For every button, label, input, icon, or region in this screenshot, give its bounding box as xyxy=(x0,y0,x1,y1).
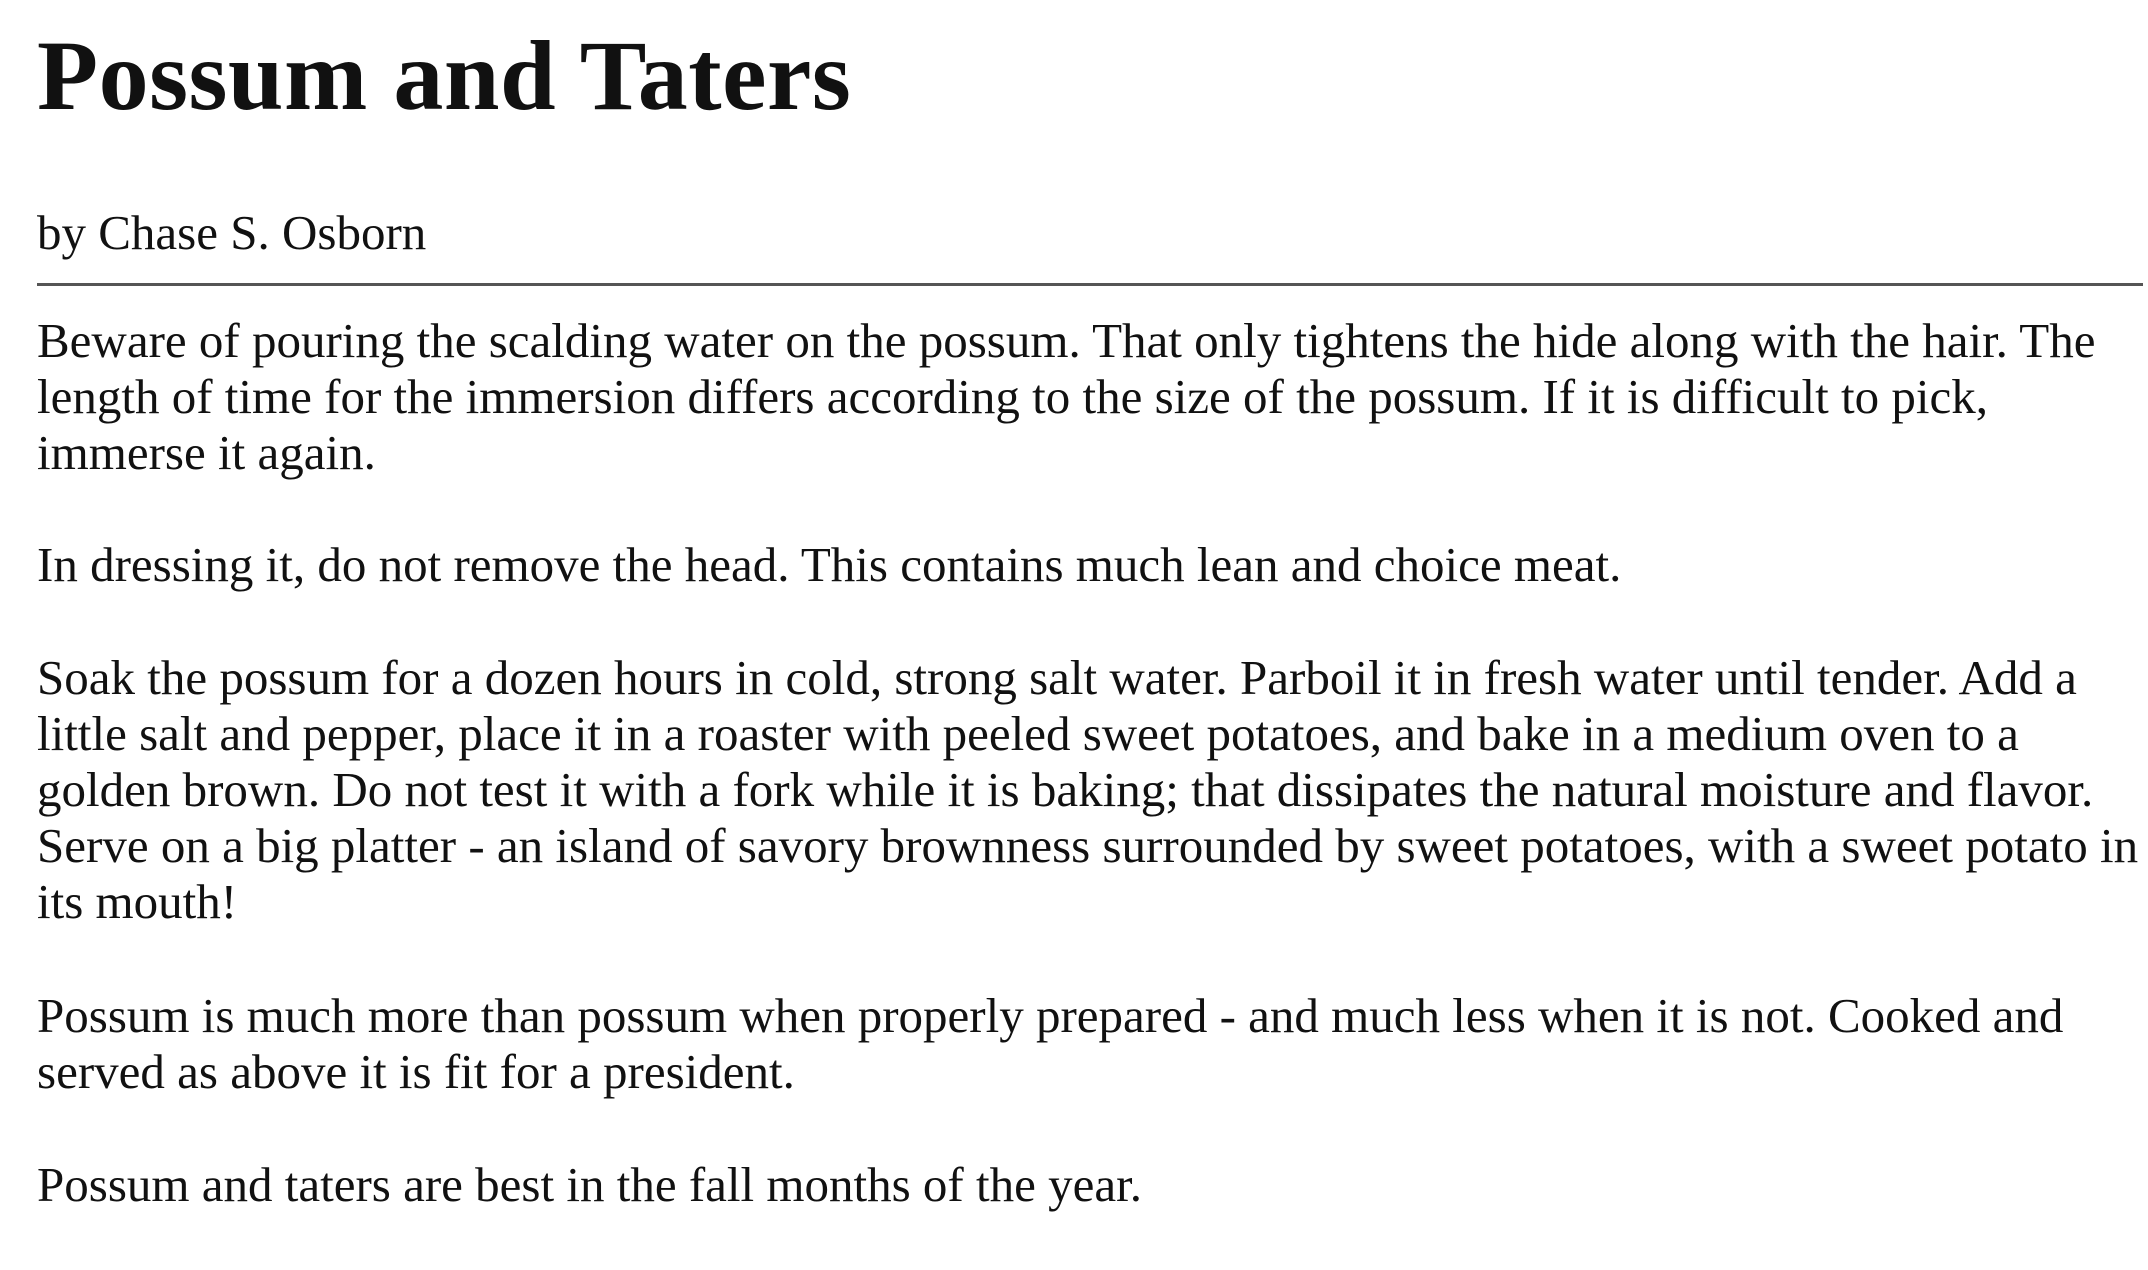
paragraph-cooking: Soak the possum for a dozen hours in cold, strong salt water. Parboil it in fresh water until tender. Add a little salt and pepper, place it in a roaster with peeled sweet potatoes, and bake in a medium oven to a golden brown. Do not test it with a fork while it is baking; that dissipates the natural moisture and flavor. Serve on a big platter - an island of savory brownness surrounded by sweet potatoes, with a sweet potato in its mouth! xyxy=(37,650,2139,929)
paragraph-dressing: In dressing it, do not remove the head. This contains much lean and choice meat. xyxy=(37,537,1622,592)
paragraph-president: Possum is much more than possum when properly prepared - and much less when it is not. Cooked and served as above it is fit for a president. xyxy=(37,988,2064,1099)
paragraph-season: Possum and taters are best in the fall months of the year. xyxy=(37,1157,1142,1212)
article xyxy=(37,0,2143,1213)
article-title: Possum and Taters xyxy=(37,20,852,131)
byline: by Chase S. Osborn xyxy=(37,205,427,260)
paragraph-scalding: Beware of pouring the scalding water on the possum. That only tightens the hide along with the hair. The length of time for the immersion differs according to the size of the possum. If it is difficult to pick, immerse it again. xyxy=(37,313,2096,480)
divider xyxy=(37,283,2143,286)
